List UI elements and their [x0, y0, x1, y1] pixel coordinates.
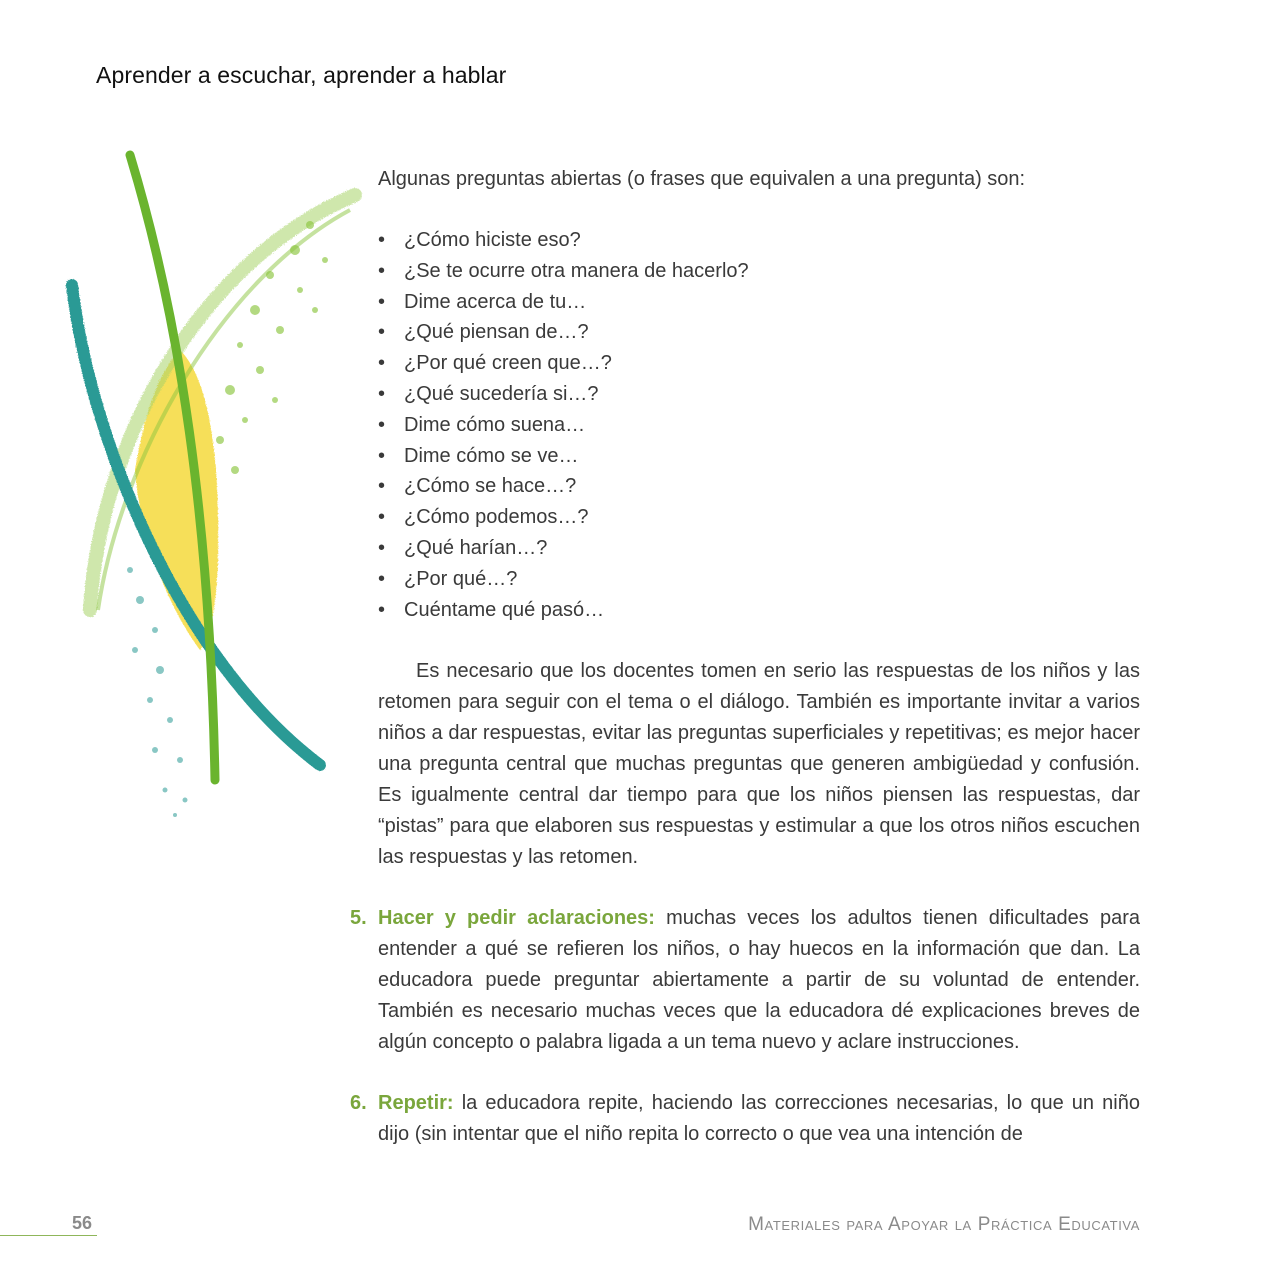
list-item: • ¿Se te ocurre otra manera de hacerlo?	[378, 256, 1140, 287]
list-item: • ¿Qué sucedería si…?	[378, 379, 1140, 410]
item-text: la educadora repite, haciendo las correcciones necesarias, lo que un niño dijo (sin intentar que el niño repita lo correcto o que vea una intención de	[378, 1092, 1140, 1146]
list-item: • ¿Qué harían…?	[378, 533, 1140, 564]
body-paragraph: Es necesario que los docentes tomen en serio las respuestas de los niños y las retomen para seguir con el tema o el diálogo. También es importante invitar a varios niños a dar respuestas, evitar las preguntas superficiales y repetitivas; es mejor hacer una pregunta central que muchas preguntas que generen ambigüedad y confusión. Es igualmente central dar tiempo para que los niños piensen las respuestas, dar “pistas” para que elaboren sus respuestas y estimular a que los otros niños escuchen las respuestas y las retomen.	[378, 660, 1140, 869]
list-item: • Dime cómo se ve…	[378, 441, 1140, 472]
list-item: • ¿Cómo podemos…?	[378, 502, 1140, 533]
footer-divider	[0, 1235, 97, 1236]
list-item: • ¿Qué piensan de…?	[378, 317, 1140, 348]
list-item: • Cuéntame qué pasó…	[378, 595, 1140, 626]
page-number: 56	[72, 1213, 93, 1233]
running-footer-title: Materiales para Apoyar la Práctica Educativa	[748, 1214, 1140, 1235]
numbered-item-6	[350, 1088, 1140, 1150]
numbered-item-5	[350, 903, 1140, 1058]
decorative-brush-illustration	[60, 140, 370, 830]
item-term: Repetir:	[378, 1092, 454, 1115]
list-item: • ¿Por qué…?	[378, 564, 1140, 595]
item-term: Hacer y pedir aclaraciones:	[378, 907, 655, 930]
list-item: • ¿Cómo hiciste eso?	[378, 225, 1140, 256]
main-content	[350, 164, 1140, 1150]
item-text: muchas veces los adultos tienen dificultades para entender a qué se refieren los niños, o hay huecos en la información que dan. La educadora puede preguntar abiertamente a partir de su voluntad de entender. También es necesario muchas veces que la educadora dé explicaciones breves de algún concepto o palabra ligada a un tema nuevo y aclare instrucciones.	[378, 907, 1140, 1054]
open-questions-list	[378, 225, 1140, 625]
list-item: • ¿Cómo se hace…?	[378, 471, 1140, 502]
page-header-title: Aprender a escuchar, aprender a hablar	[96, 62, 507, 88]
list-item: • Dime acerca de tu…	[378, 287, 1140, 318]
list-item: • Dime cómo suena…	[378, 410, 1140, 441]
list-item: • ¿Por qué creen que…?	[378, 348, 1140, 379]
item-number: 6.	[350, 1092, 367, 1115]
intro-text: Algunas preguntas abiertas (o frases que equivalen a una pregunta) son:	[378, 168, 1026, 190]
item-number: 5.	[350, 907, 367, 930]
